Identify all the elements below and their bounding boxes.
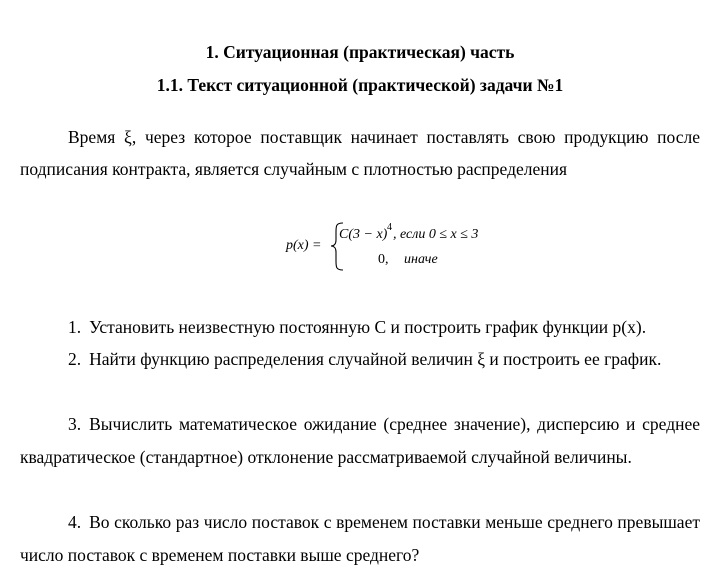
formula-case1-condition: , если 0 ≤ x ≤ 3: [393, 227, 479, 242]
task-number: 2.: [68, 349, 82, 369]
section-title: 1. Ситуационная (практическая) часть: [205, 42, 515, 62]
task-text: Установить неизвестную постоянную С и построить график функции p(x).: [89, 317, 647, 337]
formula-case2-condition: иначе: [404, 252, 438, 267]
task-number: 4.: [68, 512, 82, 532]
task-item: [20, 408, 700, 474]
task-item: [20, 311, 700, 344]
task-text: Во сколько раз число поставок с временем поставки меньше среднего превышает число поставок с временем поставки выше среднего?: [20, 512, 700, 565]
formula-case1-expr: C(3 − x): [339, 227, 388, 242]
task-item: [20, 506, 700, 572]
subsection-title: 1.1. Текст ситуационной (практической) задачи №1: [156, 75, 564, 95]
formula-lhs: p(x) =: [286, 238, 322, 253]
intro-paragraph: [20, 121, 700, 185]
formula-case1-exponent: 4: [387, 222, 392, 233]
density-formula: [0, 218, 720, 274]
formula-case2-expr: 0,: [378, 252, 389, 267]
task-number: 1.: [68, 317, 82, 337]
task-item: [20, 343, 700, 376]
intro-text: Время ξ, через которое поставщик начинает поставлять свою продукцию после подписания контракта, является случайным с плотностью распределения: [20, 127, 700, 179]
task-text: Найти функцию распределения случайной величин ξ и построить ее график.: [89, 349, 662, 369]
task-number: 3.: [68, 414, 82, 434]
task-text: Вычислить математическое ожидание (среднее значение), дисперсию и среднее квадратическое (стандартное) отклонение рассматриваемой случайной величины.: [20, 414, 700, 467]
